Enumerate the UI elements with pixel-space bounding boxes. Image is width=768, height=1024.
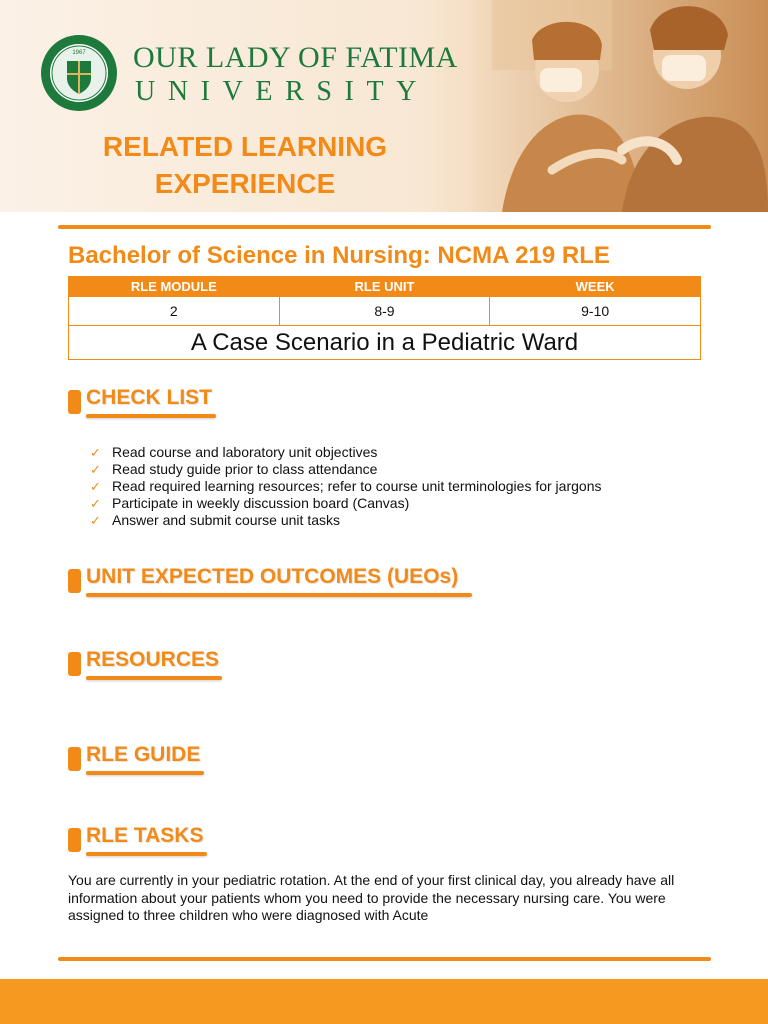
university-subtitle: UNIVERSITY xyxy=(135,76,429,107)
section-underline xyxy=(86,414,216,418)
section-marker-icon xyxy=(68,569,81,593)
section-marker-icon xyxy=(68,652,81,676)
footer-divider xyxy=(58,957,711,961)
list-item xyxy=(90,478,601,495)
section-marker-icon xyxy=(68,747,81,771)
header-divider xyxy=(58,225,711,229)
checkmark-icon: ✓ xyxy=(90,445,101,460)
rle-title xyxy=(70,128,420,202)
section-underline xyxy=(86,852,207,856)
rle-title-line1: RELATED LEARNING xyxy=(102,131,388,162)
section-underline xyxy=(86,676,222,680)
nurses-photo xyxy=(472,0,768,212)
rle-tasks-text: You are currently in your pediatric rotation. At the end of your first clinical day, you already have all information about your patients whom you need to provide the necessary nursing care. You were assigned to three children who were diagnosed with Acute xyxy=(68,872,675,923)
university-name: OUR LADY OF FATIMA xyxy=(133,41,458,74)
value-rle-unit: 8-9 xyxy=(279,297,490,326)
list-item xyxy=(90,512,601,529)
value-rle-module: 2 xyxy=(69,297,280,326)
list-item-text: Read study guide prior to class attendance xyxy=(112,461,378,477)
section-marker-icon xyxy=(68,390,81,414)
course-info-table xyxy=(68,276,701,360)
rle-title-line2: EXPERIENCE xyxy=(154,168,336,199)
list-item-text: Read required learning resources; refer to course unit terminologies for jargons xyxy=(112,478,602,494)
university-seal-icon xyxy=(40,34,118,112)
header-week: WEEK xyxy=(490,277,701,297)
footer-band xyxy=(0,979,768,1024)
section-label: CHECK LIST xyxy=(86,386,212,409)
course-title: Bachelor of Science in Nursing: NCMA 219 RLE xyxy=(68,242,610,269)
section-label: RLE TASKS xyxy=(86,824,204,847)
checklist xyxy=(90,444,601,529)
scenario-title: A Case Scenario in a Pediatric Ward xyxy=(69,326,701,360)
list-item xyxy=(90,444,601,461)
section-marker-icon xyxy=(68,828,81,852)
header-rle-unit: RLE UNIT xyxy=(279,277,490,297)
checkmark-icon: ✓ xyxy=(90,513,101,528)
list-item-text: Read course and laboratory unit objectives xyxy=(112,444,378,460)
checkmark-icon: ✓ xyxy=(90,496,101,511)
checkmark-icon: ✓ xyxy=(90,462,101,477)
value-week: 9-10 xyxy=(490,297,701,326)
section-underline xyxy=(86,771,204,775)
list-item-text: Participate in weekly discussion board (Canvas) xyxy=(112,495,410,511)
table-header-row xyxy=(69,277,701,297)
section-label: RESOURCES xyxy=(86,648,220,671)
header-rle-module: RLE MODULE xyxy=(69,277,280,297)
table-row xyxy=(69,326,701,360)
seal-year: 1967 xyxy=(72,50,86,56)
section-label: UNIT EXPECTED OUTCOMES (UEOs) xyxy=(86,565,459,588)
list-item-text: Answer and submit course unit tasks xyxy=(112,512,340,528)
section-underline xyxy=(86,593,472,597)
page-header xyxy=(0,0,768,212)
table-row xyxy=(69,297,701,326)
section-label: RLE GUIDE xyxy=(86,743,201,766)
list-item xyxy=(90,495,601,512)
list-item xyxy=(90,461,601,478)
checkmark-icon: ✓ xyxy=(90,479,101,494)
